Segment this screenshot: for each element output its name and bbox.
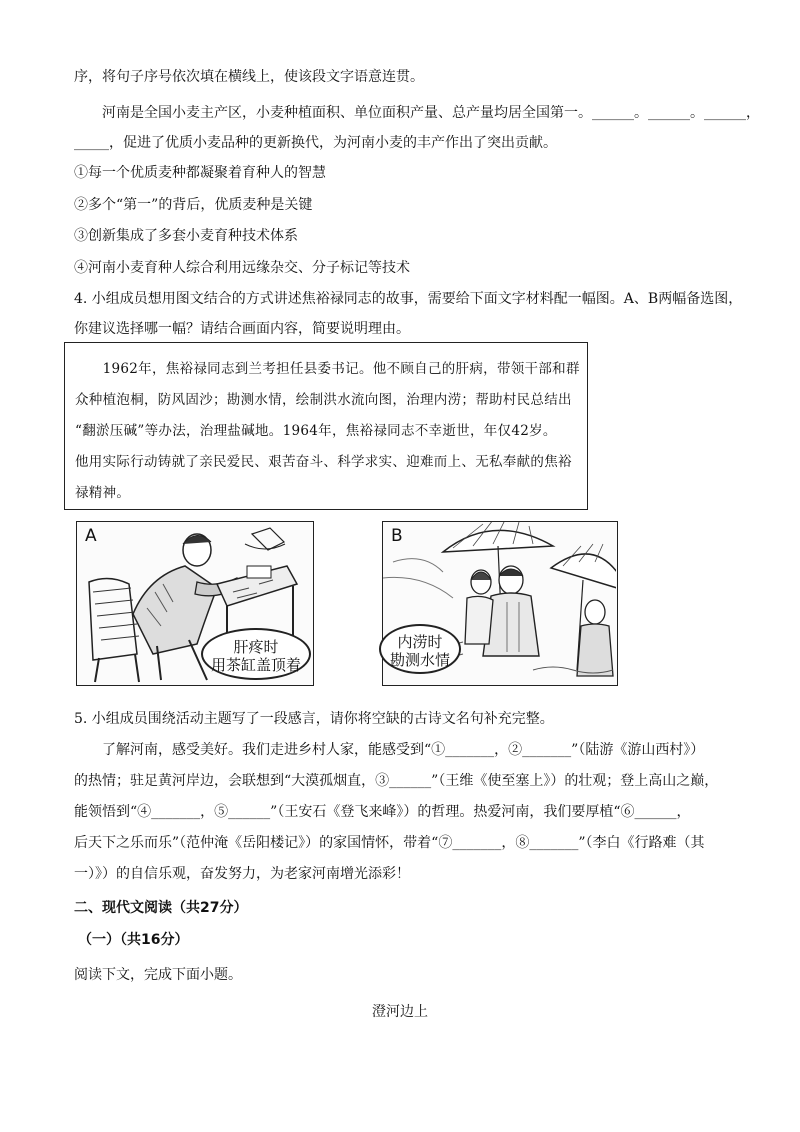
q3-option: ①每一个优质麦种都凝聚着育种人的智慧 bbox=[74, 165, 326, 181]
q4-question-line2: 你建议选择哪一幅？请结合画面内容，简要说明理由。 bbox=[74, 321, 410, 337]
q5-paragraph-line: 后天下之乐而乐”（范仲淹《岳阳楼记》）的家国情怀，带着“⑦_______，⑧_______”（李白《行路难（其 bbox=[74, 835, 705, 851]
q3-passage-line1: 河南是全国小麦主产区，小麦种植面积、单位面积产量、总产量均居全国第一。______。______。______， bbox=[102, 105, 760, 121]
picture-b bbox=[382, 521, 618, 686]
reading-instruction: 阅读下文，完成下面小题。 bbox=[74, 967, 242, 983]
material-line: 1962年，焦裕禄同志到兰考担任县委书记。他不顾自己的肝病，带领干部和群 bbox=[75, 361, 580, 377]
picture-b-caption-line1: 内涝时 bbox=[397, 633, 443, 651]
material-line: 众种植泡桐，防风固沙；勘测水情，绘制洪水流向图，治理内涝；帮助村民总结出 bbox=[75, 392, 572, 408]
picture-b-label: B bbox=[391, 526, 403, 546]
q5-paragraph-line: 一）》）的自信乐观，奋发努力，为老家河南增光添彩！ bbox=[74, 866, 410, 882]
material-box bbox=[64, 342, 588, 510]
q3-intro-tail: 序，将句子序号依次填在横线上，使该段文字语意连贯。 bbox=[74, 69, 424, 85]
q4-question-line1: 4. 小组成员想用图文结合的方式讲述焦裕禄同志的故事，需要给下面文字材料配一幅图。A、B两幅备选图， bbox=[74, 291, 743, 307]
q5-paragraph-line: 的热情；驻足黄河岸边，会联想到“大漠孤烟直，③______”（王维《使至塞上》）的壮观；登上高山之巅， bbox=[74, 773, 719, 789]
q5-paragraph-line: 了解河南，感受美好。我们走进乡村人家，能感受到“①_______，②_______”（陆游《游山西村》） bbox=[102, 742, 705, 758]
q5-question-line: 5. 小组成员围绕活动主题写了一段感言，请你将空缺的古诗文名句补充完整。 bbox=[74, 711, 554, 727]
q3-option: ③创新集成了多套小麦育种技术体系 bbox=[74, 228, 298, 244]
material-line: 禄精神。 bbox=[75, 485, 131, 501]
q3-passage-line2: _____，促进了优质小麦品种的更新换代，为河南小麦的丰产作出了突出贡献。 bbox=[74, 135, 557, 151]
section-heading: 二、现代文阅读（共27分） bbox=[74, 900, 248, 916]
material-line: “翻淤压碱”等办法，治理盐碱地。1964年，焦裕禄同志不幸逝世，年仅42岁。 bbox=[75, 423, 557, 439]
picture-a-caption-line2: 用茶缸盖顶着 bbox=[210, 656, 301, 674]
picture-a-caption-line1: 肝疼时 bbox=[233, 638, 279, 656]
article-title: 澄河边上 bbox=[372, 1004, 428, 1020]
material-line: 他用实际行动铸就了亲民爱民、艰苦奋斗、科学求实、迎难而上、无私奉献的焦裕 bbox=[75, 454, 572, 470]
picture-b-caption bbox=[379, 624, 461, 674]
subsection-heading: （一）（共16分） bbox=[78, 932, 189, 948]
picture-a-label: A bbox=[85, 526, 97, 546]
picture-b-caption-line2: 勘测水情 bbox=[389, 651, 450, 669]
q3-option: ②多个“第一”的背后，优质麦种是关键 bbox=[74, 197, 313, 213]
picture-a-caption bbox=[201, 628, 311, 680]
picture-a bbox=[76, 521, 314, 686]
q5-paragraph-line: 能领悟到“④_______，⑤______”（王安石《登飞来峰》）的哲理。热爱河南，我们要厚植“⑥______， bbox=[74, 804, 691, 820]
q3-option: ④河南小麦育种人综合利用远缘杂交、分子标记等技术 bbox=[74, 260, 410, 276]
